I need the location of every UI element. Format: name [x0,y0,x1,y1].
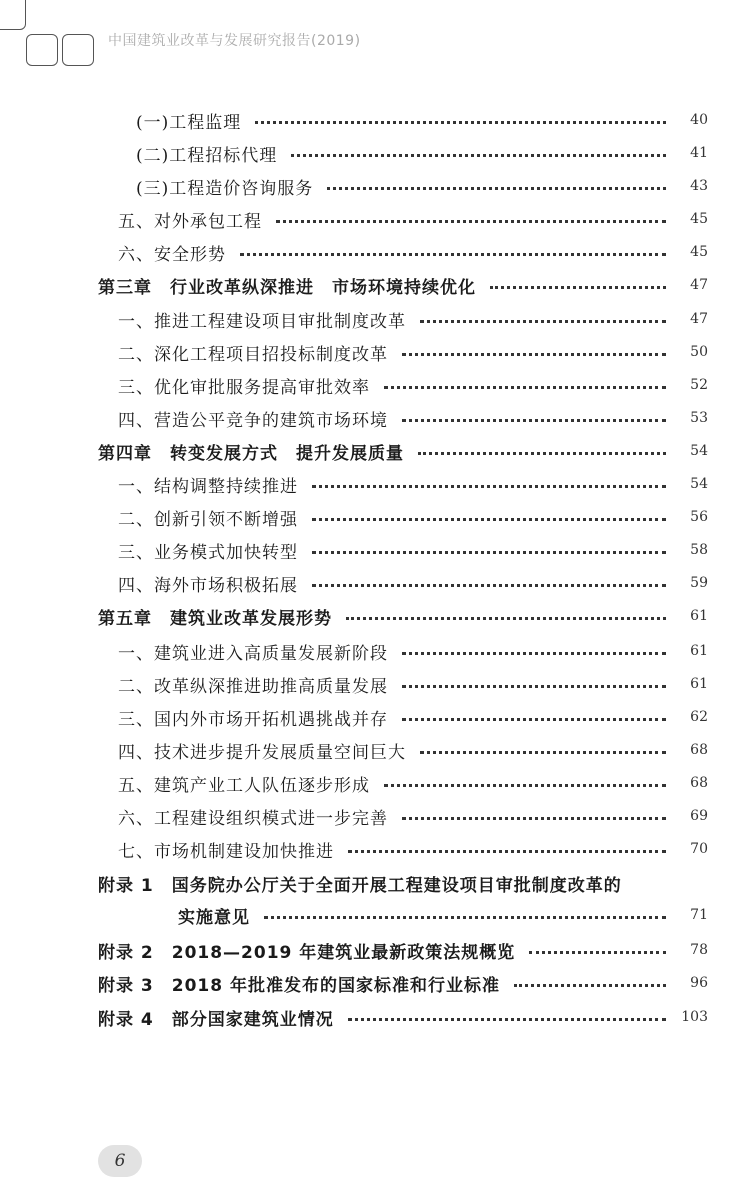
running-header: 中国建筑业改革与发展研究报告(2019) [108,33,361,49]
dot-leader [346,617,666,620]
toc-entry [0,237,730,267]
toc-entry-title: 五、建筑产业工人队伍逐步形成 [118,775,370,796]
toc-page-number: 45 [690,244,708,260]
toc-entry [0,171,730,201]
toc-entry [0,204,730,234]
toc-page-number: 43 [690,178,708,194]
dot-leader [312,584,666,587]
toc-entry-title: 附录 4 部分国家建筑业情况 [98,1009,334,1030]
toc-entry-title: 七、市场机制建设加快推进 [118,841,334,862]
toc-entry-title: 二、创新引领不断增强 [118,509,298,530]
dot-leader [402,353,666,356]
dot-leader [402,652,666,655]
dot-leader [264,916,666,919]
dot-leader [514,984,666,987]
toc-entry-title: 一、推进工程建设项目审批制度改革 [118,311,406,332]
toc-entry [0,337,730,367]
toc-page-number: 68 [690,742,708,758]
toc-entry [0,502,730,532]
toc-entry [0,801,730,831]
toc-entry-title: 附录 1 国务院办公厅关于全面开展工程建设项目审批制度改革的 [98,875,622,896]
dot-leader [312,518,666,521]
toc-entry-title: 二、深化工程项目招投标制度改革 [118,344,388,365]
toc-entry-title: 四、技术进步提升发展质量空间巨大 [118,742,406,763]
toc-entry-title: 六、安全形势 [118,244,226,265]
toc-appendix-entry [0,900,730,930]
toc-entry [0,669,730,699]
toc-entry [0,535,730,565]
toc-page-number: 61 [690,608,708,624]
toc-entry [0,138,730,168]
toc-entry-title: 五、对外承包工程 [118,211,262,232]
dot-leader [490,286,666,289]
toc-page-number: 54 [690,443,708,459]
toc-entry-title: 一、结构调整持续推进 [118,476,298,497]
toc-page-number: 45 [690,211,708,227]
toc-page-number: 103 [681,1009,708,1025]
toc-chapter-entry [0,436,730,466]
toc-page-number: 69 [690,808,708,824]
toc-entry-title: 一、建筑业进入高质量发展新阶段 [118,643,388,664]
toc-entry-title: 第四章 转变发展方式 提升发展质量 [98,443,404,464]
dot-leader [420,320,666,323]
dot-leader [402,685,666,688]
toc-entry-title: (二)工程招标代理 [136,145,278,166]
dot-leader [276,220,666,223]
toc-entry-title: 三、业务模式加快转型 [118,542,298,563]
toc-entry [0,403,730,433]
toc-entry-title: 四、营造公平竞争的建筑市场环境 [118,410,388,431]
toc-page-number: 78 [690,942,708,958]
toc-page-number: 70 [690,841,708,857]
dot-leader [348,1018,666,1021]
toc-entry-title: (三)工程造价咨询服务 [136,178,314,199]
toc-entry [0,469,730,499]
toc-entry [0,702,730,732]
page-number-badge [98,1145,142,1177]
dot-leader [418,452,666,455]
toc-chapter-entry [0,601,730,631]
toc-page-number: 61 [690,643,708,659]
toc-entry-title: 附录 3 2018 年批准发布的国家标准和行业标准 [98,975,500,996]
toc-entry [0,834,730,864]
toc-page-number: 47 [690,277,708,293]
toc-page-number: 50 [690,344,708,360]
toc-chapter-entry [0,270,730,300]
dot-leader [384,784,666,787]
toc-appendix-entry [0,868,730,898]
dot-leader [402,817,666,820]
dot-leader [402,718,666,721]
toc-page-number: 40 [690,112,708,128]
dot-leader [402,419,666,422]
toc-entry-title: 二、改革纵深推进助推高质量发展 [118,676,388,697]
toc-page-number: 58 [690,542,708,558]
toc-entry-title: 附录 2 2018—2019 年建筑业最新政策法规概览 [98,942,516,963]
toc-page-number: 41 [690,145,708,161]
corner-tab-decoration [0,0,26,30]
dot-leader [420,751,666,754]
dot-leader [240,253,666,256]
toc-entry-title: 六、工程建设组织模式进一步完善 [118,808,388,829]
dot-leader [312,485,666,488]
toc-entry [0,370,730,400]
toc-page-number: 54 [690,476,708,492]
toc-appendix-entry [0,935,730,965]
dot-leader [384,386,666,389]
dot-leader [327,187,666,190]
toc-page-number: 61 [690,676,708,692]
toc-page-number: 52 [690,377,708,393]
toc-entry [0,105,730,135]
toc-page-number: 68 [690,775,708,791]
toc-entry [0,735,730,765]
toc-page-number: 62 [690,709,708,725]
toc-entry [0,304,730,334]
toc-entry [0,636,730,666]
dot-leader [312,551,666,554]
dot-leader [255,121,666,124]
toc-appendix-entry [0,968,730,998]
toc-entry-title: 三、优化审批服务提高审批效率 [118,377,370,398]
toc-page-number: 71 [690,907,708,923]
toc-entry-title: 四、海外市场积极拓展 [118,575,298,596]
toc-page-number: 59 [690,575,708,591]
page-number: 6 [114,1151,126,1171]
toc-entry [0,568,730,598]
dot-leader [291,154,666,157]
toc-page-number: 47 [690,311,708,327]
toc-entry-title: 第五章 建筑业改革发展形势 [98,608,332,629]
toc-entry-title: 三、国内外市场开拓机遇挑战并存 [118,709,388,730]
toc-page-number: 53 [690,410,708,426]
toc-page-number: 56 [690,509,708,525]
toc-appendix-entry [0,1002,730,1032]
toc-entry-title: (一)工程监理 [136,112,242,133]
toc-entry-title: 第三章 行业改革纵深推进 市场环境持续优化 [98,277,476,298]
toc-entry [0,768,730,798]
dot-leader [529,951,666,954]
corner-tab-decoration [62,34,94,66]
dot-leader [348,850,666,853]
toc-entry-title: 实施意见 [178,907,250,928]
toc-page-number: 96 [690,975,708,991]
corner-tab-decoration [26,34,58,66]
